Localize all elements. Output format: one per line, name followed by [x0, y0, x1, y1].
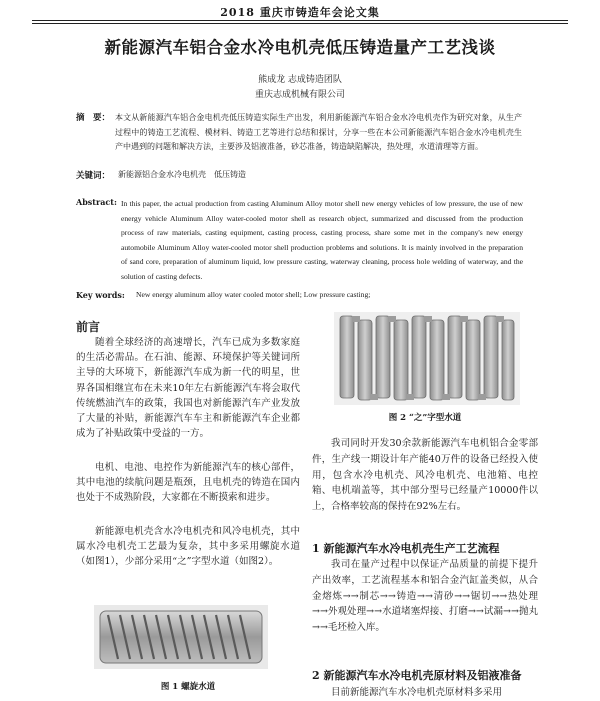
header-rule-thick [32, 20, 568, 21]
body-paragraph-production: 我司同时开发30余款新能源汽车电机铝合金零部件，生产线一期设计年产能40万件的设备已经投入使用，包含水冷电机壳、风冷电机壳、电池箱、电控箱、电机端盖等，其中部分型号已经量产10000件以上，合格率较高的保持在92%左右。 [312, 438, 538, 513]
intro-paragraph-2: 电机、电池、电控作为新能源汽车的核心部件，其中电池的续航问题是瓶颈，且电机壳的铸造在国内也处于不成熟阶段，大家都在不断摸索和进步。 [76, 462, 300, 504]
abstract-en-text: In this paper, the actual production from casting Aluminum Alloy motor shell new energy vehicles of low pressure, the use of new energy vehicle Aluminum Alloy water-cooled motor shell as research object, summarized and discussed from the production process of raw materials, casting equipment, casting process, casting process, share some met in the company's new energy automobile Aluminum Alloy water-cooled motor shell production problems and solutions. It is mainly involved in the preparation of sand core, preparation of aluminum liquid, low pressure casting, waterway cleaning, process hole welding of waterway, and the solution of casting defects. [121, 199, 523, 281]
section-2-heading: 2 新能源汽车水冷电机壳原材料及铝液准备 [312, 669, 522, 682]
keywords-en-label: Key words: [76, 290, 125, 300]
keywords-cn-text: 新能源铝合金水冷电机壳 低压铸造 [118, 170, 246, 179]
keywords-en-text: New energy aluminum alloy water cooled motor shell; Low pressure casting; [136, 290, 371, 299]
abstract-en-label: Abstract: [76, 197, 117, 207]
paper-affiliation: 重庆志成机械有限公司 [254, 90, 345, 100]
abstract-cn-text: 本文从新能源汽车铝合金电机壳低压铸造实际生产出发，利用新能源汽车铝合金水冷电机壳作为研究对象，从生产过程中的铸造工艺流程、模材料、铸造工艺等进行总结和探讨，分享一些在本公司新能源汽车铝合金水冷电机壳生产中遇到的问题和解决方法，主要涉及铝液准备，砂芯准备，铸造缺陷解决，热处理，水道清理等方面。 [115, 113, 522, 152]
figure-2-zigzag-channel-image [334, 312, 520, 405]
section-1-paragraph: 我司在量产过程中以保证产品质量的前提下提升产出效率，工艺流程基本和铝合金汽缸盖类似，从合金熔炼→→制芯→→铸造→→清砂→→锯切→→热处理→→外观处理→→水道堵塞焊接、打磨→→试漏→→抛丸→→毛坯检入库。 [312, 559, 538, 634]
section-1-heading: 1 新能源汽车水冷电机壳生产工艺流程 [312, 542, 500, 555]
figure-2-caption: 图 2 “之”字型水道 [388, 413, 462, 423]
paper-title: 新能源汽车铝合金水冷电机壳低压铸造量产工艺浅谈 [104, 38, 496, 57]
header-rule-thin [32, 23, 568, 24]
intro-paragraph-3: 新能源电机壳含水冷电机壳和风冷电机壳，其中属水冷电机壳工艺最为复杂，其中多采用螺旋水道（如图1），少部分采用“之”字型水道（如图2）。 [76, 526, 300, 568]
intro-heading: 前言 [76, 320, 101, 334]
section-2-paragraph: 目前新能源汽车水冷电机壳原材料多采用 [331, 687, 503, 698]
figure-1-caption: 图 1 螺旋水道 [160, 682, 216, 692]
running-header: 2018 重庆市铸造年会论文集 [220, 6, 380, 19]
figure-1-spiral-channel-image [94, 605, 268, 669]
abstract-cn-label: 摘 要： [76, 113, 111, 123]
keywords-cn-label: 关键词： [76, 171, 111, 181]
intro-paragraph-1: 随着全球经济的高速增长，汽车已成为多数家庭的生活必需品。在石油、能源、环境保护等关键词所主导的大环境下，新能源汽车成为新一代的明星，世界各国相继宣布在未来10年左右新能源汽车将会取代传统燃油汽车的政策，我国也对新能源汽车产业发放了大量的补贴，新能源汽车车主和新能源汽车企业都成为了补贴政策中受益的一方。 [76, 337, 300, 440]
paper-authors: 熊成龙 志成铸造团队 [258, 75, 342, 85]
